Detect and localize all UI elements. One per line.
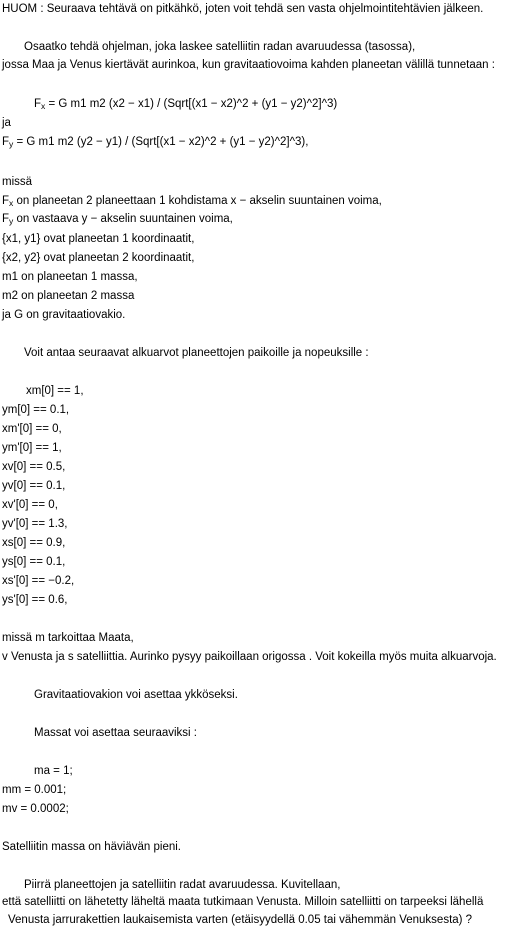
initial-value-row: xv'[0] == 0,	[2, 499, 58, 511]
initial-value-row: ys'[0] == 0.6,	[2, 594, 68, 606]
fy-subscript: y	[9, 139, 14, 149]
task-line-1: Piirrä planeettojen ja satelliitin radat avaruudessa. Kuvitellaan,	[24, 879, 341, 891]
definition-fx	[2, 194, 382, 208]
fy-expression: = G m1 m2 (y2 − y1) / (Sqrt[(x1 − x2)^2 + (y1 − y2)^2]^3),	[13, 136, 309, 148]
def-fx-symbol: F	[2, 195, 10, 207]
fx-symbol: F	[34, 98, 42, 110]
def-fy-symbol: F	[2, 213, 10, 225]
task-line-3: Venusta jarrurakettien laukaisemista varten (etäisyydellä 0.05 tai vähemmän Venuksesta) ?	[8, 914, 473, 926]
gravity-text: Gravitaatiovakion voi asettaa ykköseksi.	[34, 689, 238, 701]
fy-symbol: F	[2, 136, 10, 148]
note-text: HUOM : Seuraava tehtävä on pitkähkö, joten voit tehdä sen vasta ohjelmointitehtävien jälkeen.	[2, 3, 484, 15]
def-fy-text: on vastaava y − akselin suuntainen voima,	[13, 213, 233, 225]
masses-intro: Massat voi asettaa seuraaviksi :	[34, 727, 197, 739]
def-fx-text: on planeetan 2 planeettaan 1 kohdistama x − akselin suuntainen voima,	[13, 195, 382, 207]
def-fx-subscript: x	[9, 198, 14, 208]
definition-1: {x1, y1} ovat planeetan 1 koordinaatit,	[2, 233, 195, 245]
initial-value-row: ys[0] == 0.1,	[2, 556, 66, 568]
definition-fy	[2, 212, 233, 226]
task-line-2: että satelliitti on lähetetty läheltä maata tutkimaan Venusta. Milloin satelliitti on tarpeeksi lähellä	[2, 896, 484, 908]
def-fy-subscript: y	[9, 216, 14, 226]
initial-value-row: xs'[0] == −0.2,	[2, 575, 75, 587]
fy-formula	[2, 135, 308, 149]
ja-text: ja	[2, 117, 11, 129]
definition-3: m1 on planeetan 1 massa,	[2, 271, 138, 283]
initial-value-row: ym'[0] == 1,	[2, 442, 62, 454]
initial-value-row: xm[0] == 1,	[26, 385, 84, 397]
initial-value-row: xv[0] == 0.5,	[2, 461, 66, 473]
initial-value-row: yv[0] == 0.1,	[2, 480, 66, 492]
fx-formula	[34, 97, 337, 111]
initial-value-row: yv'[0] == 1.3,	[2, 518, 68, 530]
definition-2: {x2, y2} ovat planeetan 2 koordinaatit,	[2, 252, 195, 264]
initial-values-intro: Voit antaa seuraavat alkuarvot planeettojen paikoille ja nopeuksille :	[24, 347, 369, 359]
intro-line-1: Osaatko tehdä ohjelman, joka laskee satelliitin radan avaruudessa (tasossa),	[24, 41, 416, 53]
mass-row: ma = 1;	[34, 765, 73, 777]
satellite-mass-text: Satelliitin massa on häviävän pieni.	[2, 841, 181, 853]
definition-4: m2 on planeetan 2 massa	[2, 290, 135, 302]
fx-expression: = G m1 m2 (x2 − x1) / (Sqrt[(x1 − x2)^2 + (y1 − y2)^2]^3)	[45, 98, 338, 110]
initial-value-row: xs[0] == 0.9,	[2, 537, 66, 549]
missa-text: missä	[2, 176, 33, 188]
mass-row: mv = 0.0002;	[2, 803, 69, 815]
legend-line-1: missä m tarkoittaa Maata,	[2, 632, 134, 644]
initial-value-row: ym[0] == 0.1,	[2, 404, 70, 416]
definition-5: ja G on gravitaatiovakio.	[2, 309, 126, 321]
intro-line-2: jossa Maa ja Venus kiertävät aurinkoa, kun gravitaatiovoima kahden planeetan välillä tunnetaan :	[2, 59, 495, 71]
initial-value-row: xm'[0] == 0,	[2, 423, 62, 435]
fx-subscript: x	[41, 101, 46, 111]
legend-line-2: v Venusta ja s satelliittia. Aurinko pysyy paikoillaan origossa . Voit kokeilla myös muita alkuarvoja.	[2, 651, 497, 663]
mass-row: mm = 0.001;	[2, 784, 67, 796]
